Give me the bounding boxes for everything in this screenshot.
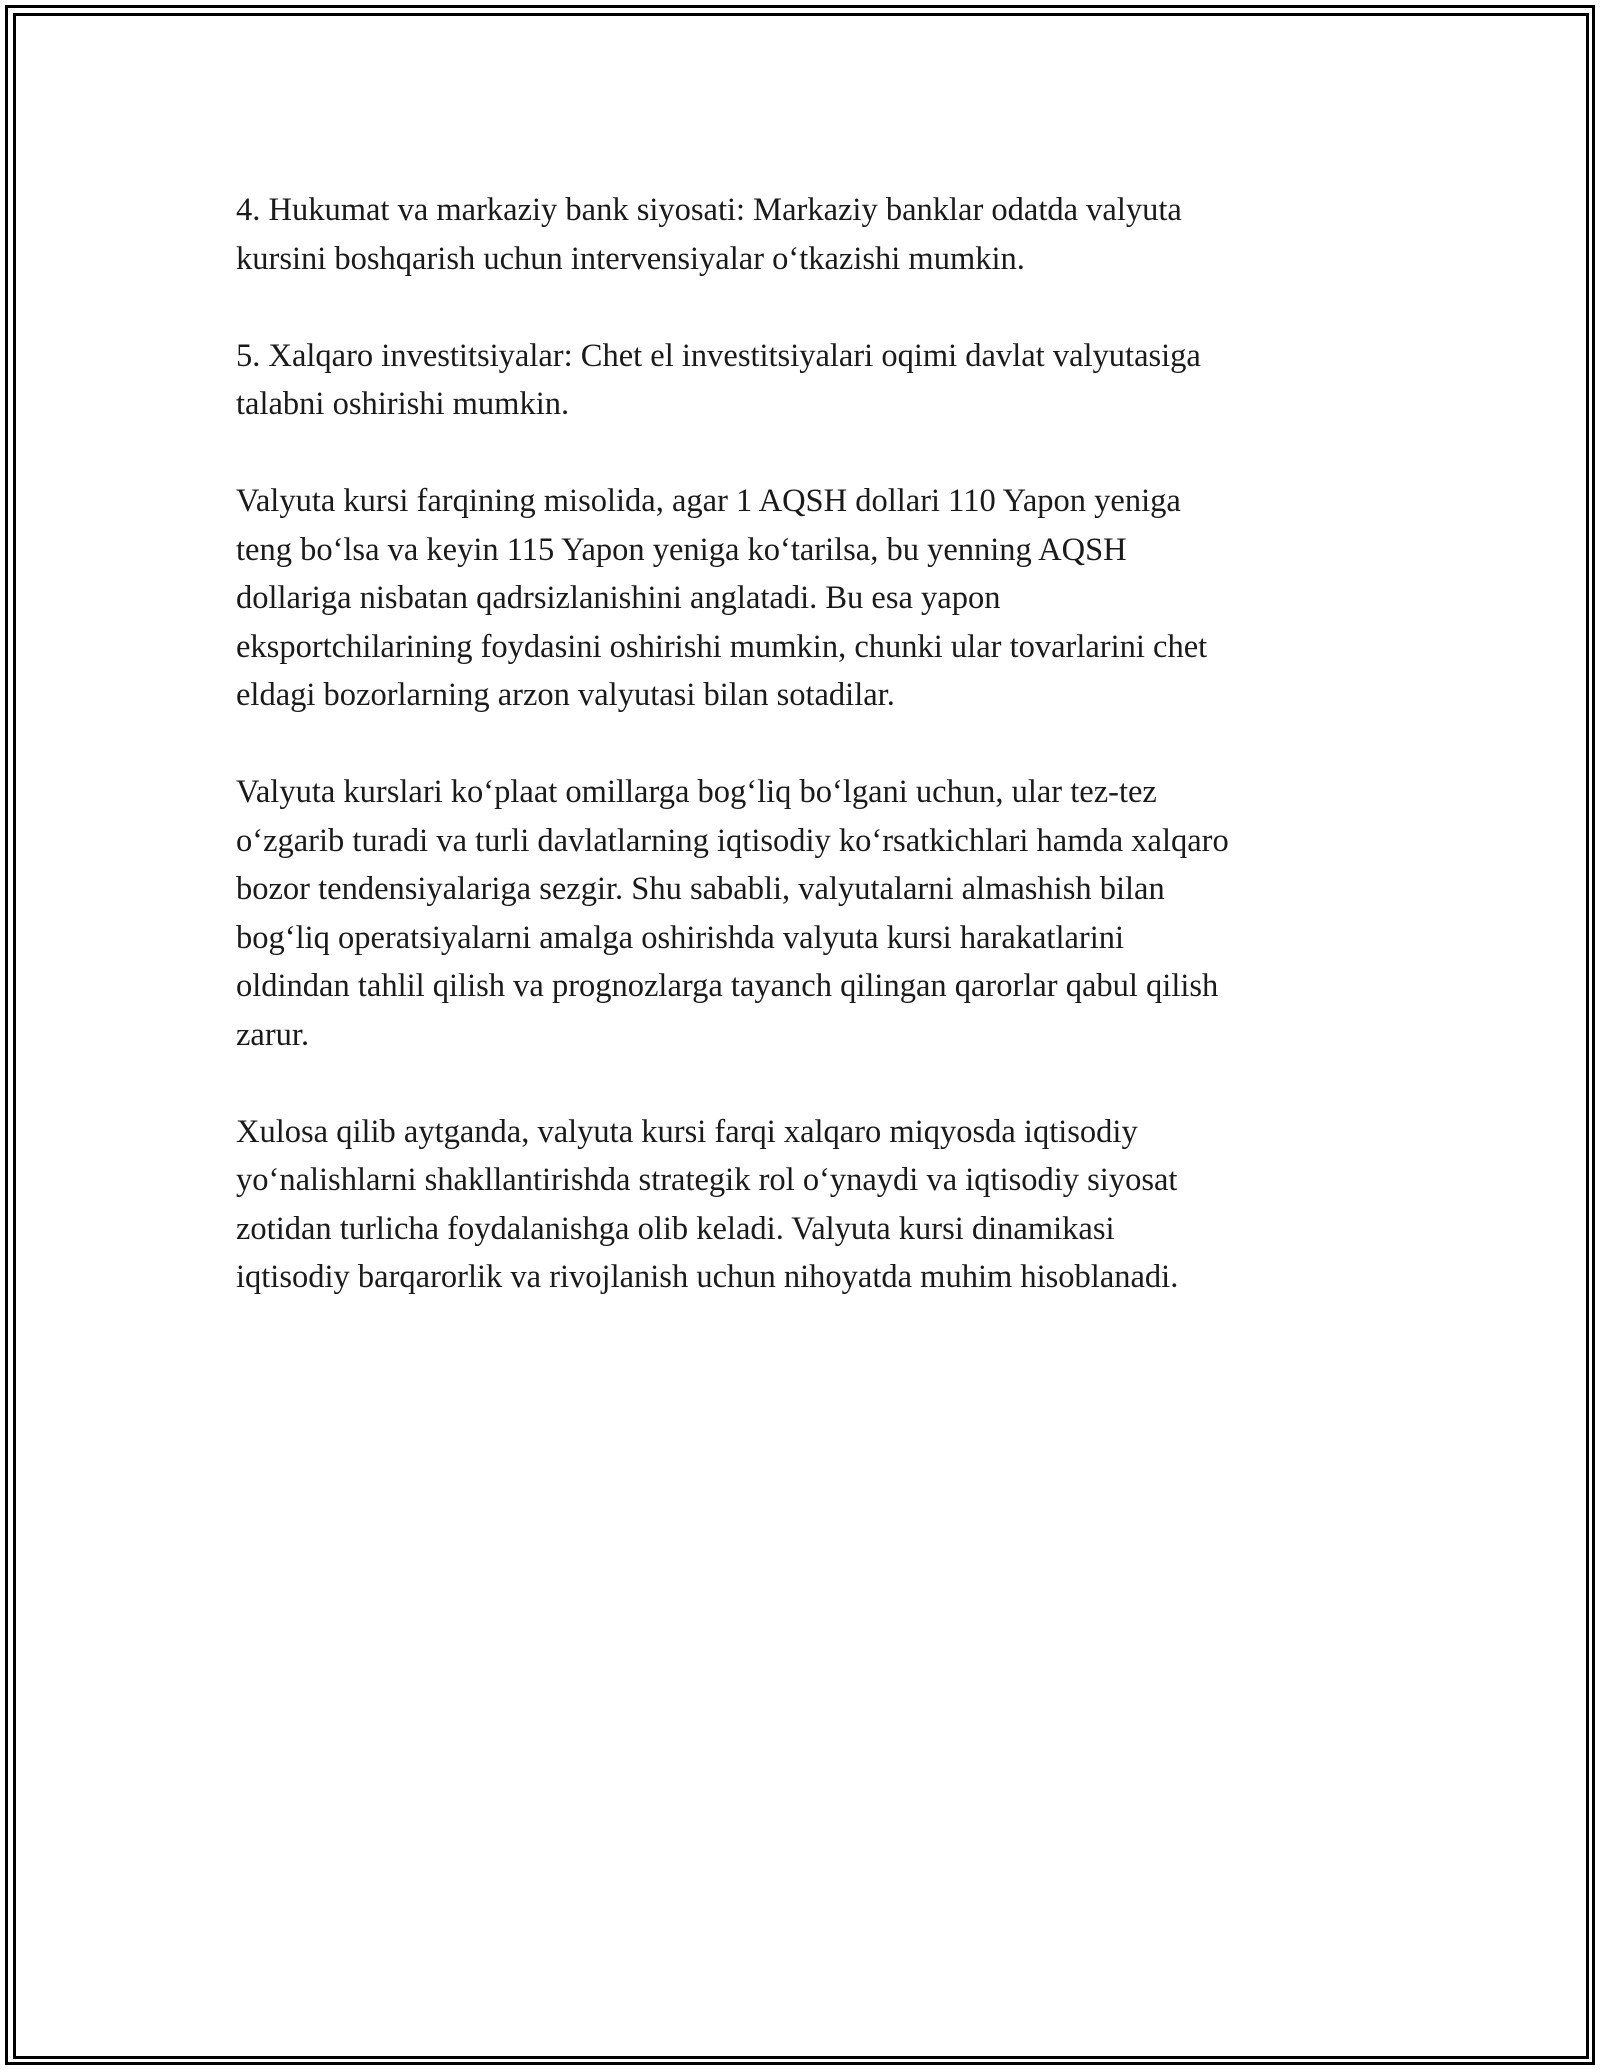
document-body (236, 186, 1376, 1350)
paragraph-conclusion: Xulosa qilib aytganda, valyuta kursi farqi xalqaro miqyosda iqtisodiy yo‘nalishlarni shakllantirishda strategik rol o‘ynaydi va iqtisodiy siyosat zotidan turlicha foydalanishga olib keladi. Valyuta kursi dinamikasi iqtisodiy barqarorlik va rivojlanish uchun nihoyatda muhim hisoblanadi. (236, 1113, 1179, 1295)
paragraph-government-policy: 4. Hukumat va markaziy bank siyosati: Markaziy banklar odatda valyuta kursini boshqarish uchun intervensiyalar o‘tkazishi mumkin. (236, 192, 1182, 277)
paragraph-rate-volatility: Valyuta kurslari ko‘plaat omillarga bog‘liq bo‘lgani uchun, ular tez-tez o‘zgarib turadi va turli davlatlarning iqtisodiy ko‘rsatkichlari hamda xalqaro bozor tendensiyalariga sezgir. Shu sababli, valyutalarni almashish bilan bog‘liq operatsiyalarni amalga oshirishda valyuta kursi harakatlarini oldindan tahlil qilish va prognozlarga tayanch qilingan qarorlar qabul qilish zarur. (236, 774, 1229, 1053)
paragraph-exchange-rate-example: Valyuta kursi farqining misolida, agar 1 AQSH dollari 110 Yapon yeniga teng bo‘lsa va keyin 115 Yapon yeniga ko‘tarilsa, bu yenning AQSH dollariga nisbatan qadrsizlanishini anglatadi. Bu esa yapon eksportchilarining foydasini oshirishi mumkin, chunki ular tovarlarini chet eldagi bozorlarning arzon valyutasi bilan sotadilar. (236, 483, 1208, 713)
paragraph-international-investments: 5. Xalqaro investitsiyalar: Chet el investitsiyalari oqimi davlat valyutasiga talabni oshirishi mumkin. (236, 337, 1201, 422)
